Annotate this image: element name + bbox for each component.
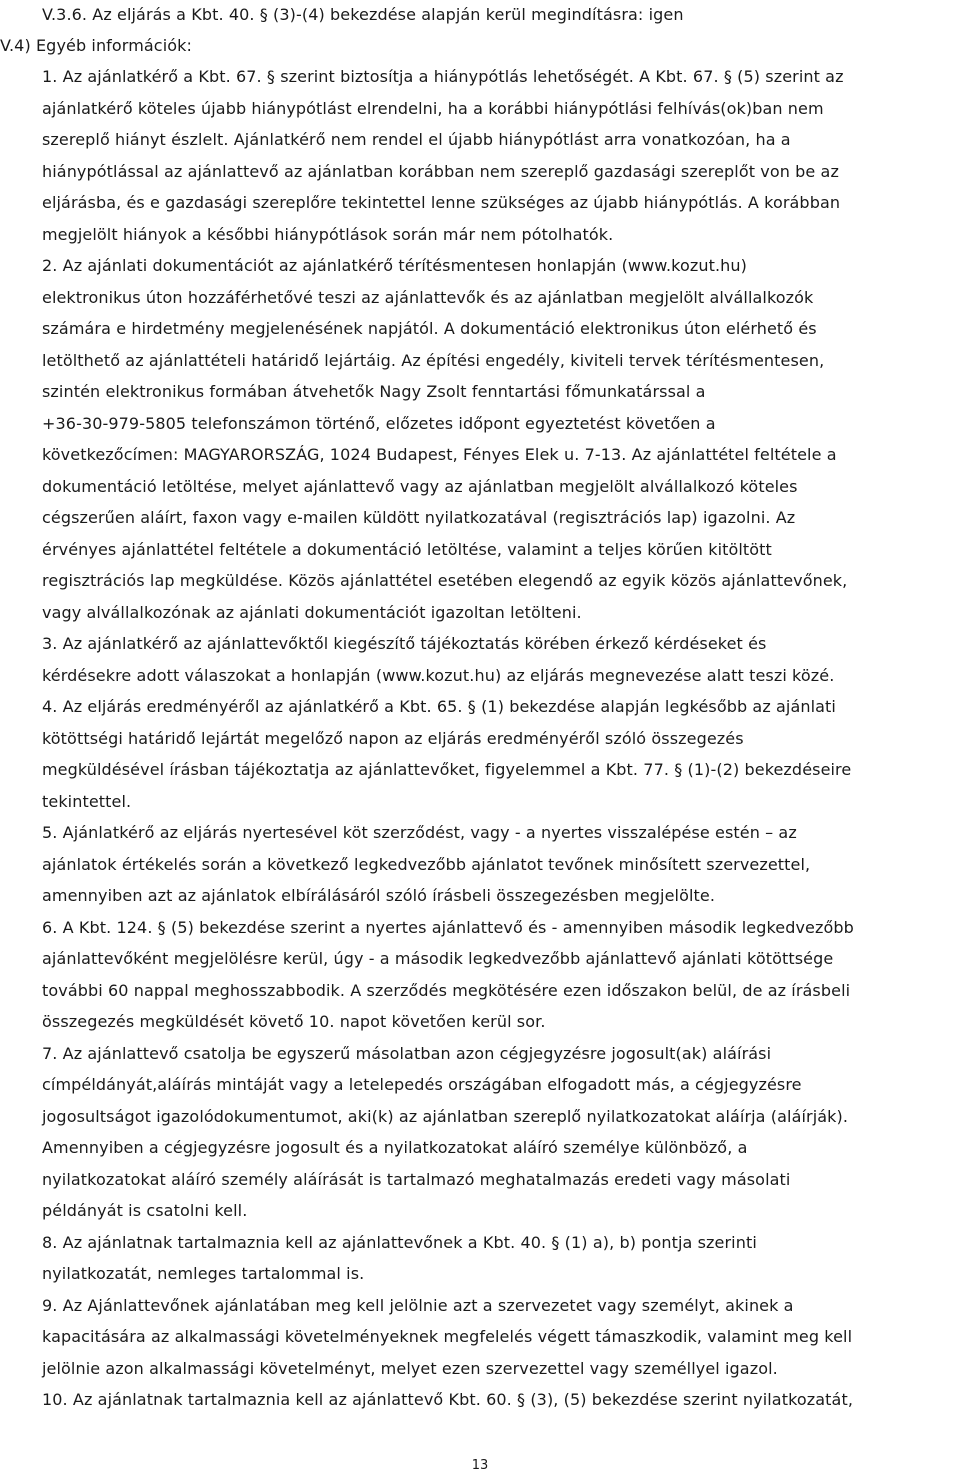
text-line: nyilatkozatokat aláíró személy aláírását is tartalmazó meghatalmazás eredeti vagy másolati bbox=[42, 1170, 791, 1189]
text-line: összegezés megküldését követő 10. napot követően kerül sor. bbox=[42, 1012, 546, 1031]
text-line: 8. Az ajánlatnak tartalmaznia kell az ajánlattevőnek a Kbt. 40. § (1) a), b) pontja szerinti bbox=[42, 1233, 757, 1252]
text-line: cégszerűen aláírt, faxon vagy e-mailen küldött nyilatkozatával (regisztrációs lap) igazolni. Az bbox=[42, 508, 796, 527]
text-line: szintén elektronikus formában átvehetők Nagy Zsolt fenntartási főmunkatárssal a bbox=[42, 382, 706, 401]
text-line: 7. Az ajánlattevő csatolja be egyszerű másolatban azon cégjegyzésre jogosult(ak) aláírási bbox=[42, 1044, 772, 1063]
text-line: jelölnie azon alkalmassági követelményt, melyet ezen szervezettel vagy személlyel igazol. bbox=[42, 1359, 778, 1378]
text-line: megjelölt hiányok a későbbi hiánypótlások során már nem pótolhatók. bbox=[42, 225, 614, 244]
text-line: ajánlatkérő köteles újabb hiánypótlást elrendelni, ha a korábbi hiánypótlási felhívás(ok)ban nem bbox=[42, 99, 824, 118]
text-line: amennyiben azt az ajánlatok elbírálásáról szóló írásbeli összegezésben megjelölte. bbox=[42, 886, 716, 905]
text-line: megküldésével írásban tájékoztatja az ajánlattevőket, figyelemmel a Kbt. 77. § (1)-(2) bekezdéseire bbox=[42, 760, 852, 779]
text-line: regisztrációs lap megküldése. Közös ajánlattétel esetében elegendő az egyik közös ajánlattevőnek, bbox=[42, 571, 848, 590]
text-line: 10. Az ajánlatnak tartalmaznia kell az ajánlattevő Kbt. 60. § (3), (5) bekezdése szerint nyilatkozatát, bbox=[42, 1390, 854, 1409]
text-line: hiánypótlással az ajánlattevő az ajánlatban korábban nem szereplő gazdasági szereplőt von be az bbox=[42, 162, 839, 181]
text-line: érvényes ajánlattétel feltétele a dokumentáció letöltése, valamint a teljes körűen kitöltött bbox=[42, 540, 772, 559]
text-line: 3. Az ajánlatkérő az ajánlattevőktől kiegészítő tájékoztatás körében érkező kérdéseket és bbox=[42, 634, 767, 653]
text-line: 6. A Kbt. 124. § (5) bekezdése szerint a nyertes ajánlattevő és - amennyiben második legkedvezőbb bbox=[42, 918, 854, 937]
text-line: 9. Az Ajánlattevőnek ajánlatában meg kell jelölnie azt a szervezetet vagy személyt, akinek a bbox=[42, 1296, 794, 1315]
text-line: kérdésekre adott válaszokat a honlapján (www.kozut.hu) az eljárás megnevezése alatt teszi közé. bbox=[42, 666, 835, 685]
text-line: V.3.6. Az eljárás a Kbt. 40. § (3)-(4) bekezdése alapján kerül megindításra: igen bbox=[42, 5, 684, 24]
text-line: ajánlatok értékelés során a következő legkedvezőbb ajánlatot tevőnek minősített szervezettel, bbox=[42, 855, 811, 874]
page-number: 13 bbox=[471, 1458, 489, 1473]
section-heading: V.4) Egyéb információk: bbox=[0, 36, 192, 55]
text-line: Amennyiben a cégjegyzésre jogosult és a nyilatkozatokat aláíró személye különböző, a bbox=[42, 1138, 748, 1157]
text-line: 4. Az eljárás eredményéről az ajánlatkérő a Kbt. 65. § (1) bekezdése alapján legkésőbb az ajánlati bbox=[42, 697, 836, 716]
text-line: 5. Ajánlatkérő az eljárás nyertesével köt szerződést, vagy - a nyertes visszalépése estén – az bbox=[42, 823, 797, 842]
text-line: további 60 nappal meghosszabbodik. A szerződés megkötésére ezen időszakon belül, de az írásbeli bbox=[42, 981, 851, 1000]
text-line: számára e hirdetmény megjelenésének napjától. A dokumentáció elektronikus úton elérhető és bbox=[42, 319, 817, 338]
text-line: következőcímen: MAGYARORSZÁG, 1024 Budapest, Fényes Elek u. 7-13. Az ajánlattétel feltétele a bbox=[42, 445, 837, 464]
text-line: dokumentáció letöltése, melyet ajánlattevő vagy az ajánlatban megjelölt alvállalkozó köteles bbox=[42, 477, 798, 496]
text-line: +36-30-979-5805 telefonszámon történő, előzetes időpont egyeztetést követően a bbox=[42, 414, 716, 433]
text-line: jogosultságot igazolódokumentumot, aki(k) az ajánlatban szereplő nyilatkozatokat aláírja (aláírják). bbox=[42, 1107, 849, 1126]
text-line: vagy alvállalkozónak az ajánlati dokumentációt igazoltan letölteni. bbox=[42, 603, 582, 622]
text-line: kapacitására az alkalmassági követelményeknek megfelelés végett támaszkodik, valamint meg kell bbox=[42, 1327, 853, 1346]
text-line: elektronikus úton hozzáférhetővé teszi az ajánlattevők és az ajánlatban megjelölt alvállalkozók bbox=[42, 288, 814, 307]
text-line: 2. Az ajánlati dokumentációt az ajánlatkérő térítésmentesen honlapján (www.kozut.hu) bbox=[42, 256, 747, 275]
text-line: nyilatkozatát, nemleges tartalommal is. bbox=[42, 1264, 365, 1283]
text-line: példányát is csatolni kell. bbox=[42, 1201, 248, 1220]
text-line: 1. Az ajánlatkérő a Kbt. 67. § szerint biztosítja a hiánypótlás lehetőségét. A Kbt. 67. § (5) szerint az bbox=[42, 67, 844, 86]
text-line: tekintettel. bbox=[42, 792, 132, 811]
text-line: címpéldányát,aláírás mintáját vagy a letelepedés országában elfogadott más, a cégjegyzésre bbox=[42, 1075, 802, 1094]
text-line: ajánlattevőként megjelölésre kerül, úgy - a második legkedvezőbb ajánlattevő ajánlati kötöttsége bbox=[42, 949, 834, 968]
text-line: szereplő hiányt észlelt. Ajánlatkérő nem rendel el újabb hiánypótlást arra vonatkozóan, ha a bbox=[42, 130, 791, 149]
text-line: letölthető az ajánlattételi határidő lejártáig. Az építési engedély, kiviteli tervek térítésmentesen, bbox=[42, 351, 825, 370]
text-line: kötöttségi határidő lejártát megelőző napon az eljárás eredményéről szóló összegezés bbox=[42, 729, 744, 748]
text-line: eljárásba, és e gazdasági szereplőre tekintettel lenne szükséges az újabb hiánypótlás. A korábban bbox=[42, 193, 841, 212]
